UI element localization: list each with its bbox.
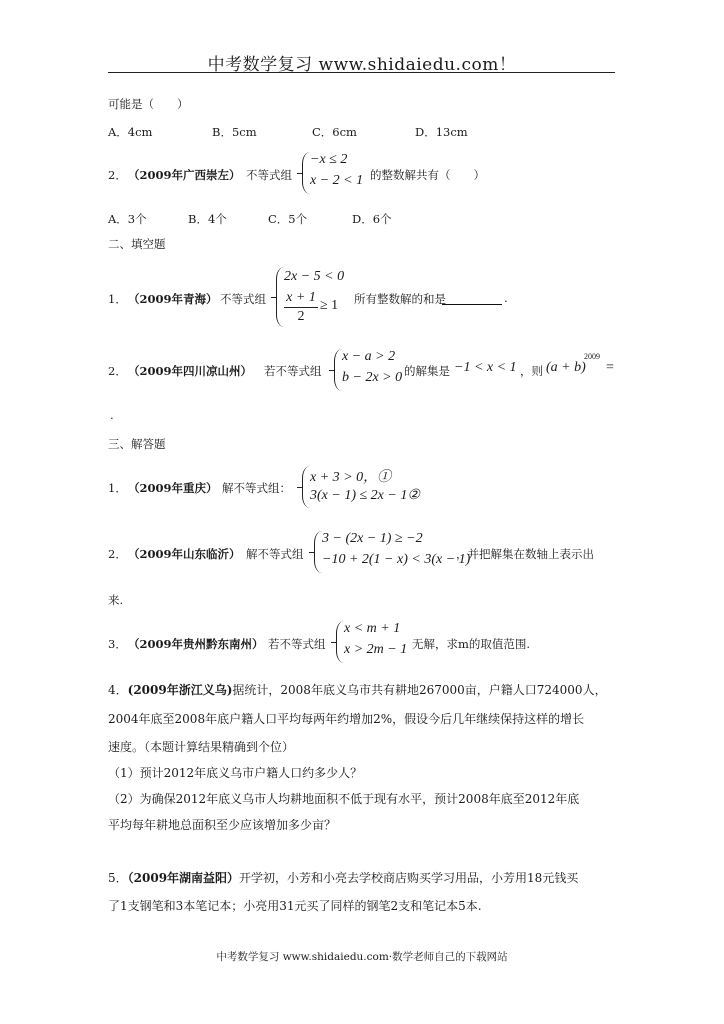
section-fill-title: 二、填空题 (108, 237, 166, 251)
brace (276, 267, 284, 327)
fraction-bar (284, 307, 318, 308)
fill2-prefix: 若不等式组 (264, 364, 322, 378)
ans5-line2: 了1支钢笔和3本笔记本；小亮用31元买了同样的钢笔2支和笔记本5本. (108, 899, 482, 913)
brace (336, 621, 344, 663)
ans3-suffix: 无解，求m的取值范围. (412, 637, 531, 651)
q2-number: 2． (108, 168, 127, 182)
q2-prefix: 不等式组 (246, 168, 292, 182)
brace (334, 349, 342, 391)
q2-option-c: C．5个 (268, 212, 308, 226)
fill1-end: . (504, 291, 508, 305)
ans4-sub2a: （2）为确保2012年底义乌市人均耕地面积不低于现有水平，预计2008年底至2012年底 (108, 792, 580, 806)
fill2-equals: = (606, 360, 614, 375)
fill2-system (334, 349, 404, 391)
brace (302, 152, 310, 194)
prev-question-tail: 可能是（ ） (108, 97, 189, 111)
ans4-number: 4． (108, 683, 128, 697)
page-footer: 中考数学复习 www.shidaiedu.com·数学老师自己的下载网站 (216, 951, 508, 963)
q2-system (302, 152, 362, 194)
q2-option-d: D．6个 (352, 212, 392, 226)
fill2-range: −1 < x < 1 (454, 360, 517, 375)
ans2-suffix: ，并把解集在数轴上表示出 (456, 547, 594, 561)
ans1-number: 1． (108, 481, 127, 495)
ans4-line1 (108, 681, 607, 698)
ans3-system (336, 621, 406, 663)
fill2-ineq1: x − a > 2 (342, 349, 396, 364)
fill1-prefix: 不等式组 (220, 292, 266, 306)
brace (314, 531, 322, 573)
fill1-system (276, 267, 346, 327)
brace (302, 466, 310, 508)
fill2-ineq2: b − 2x > 0 (342, 370, 403, 385)
prev-option-d: D．13cm (415, 125, 468, 139)
ans1-ineq1: x + 3 > 0，① (310, 470, 392, 485)
q2-ineq1: −x ≤ 2 (310, 152, 348, 167)
q2-option-a: A．3个 (108, 212, 147, 226)
ans2-number: 2． (108, 547, 127, 561)
section-answer-title: 三、解答题 (108, 437, 166, 451)
ans1-ineq2: 3(x − 1) ≤ 2x − 1② (310, 488, 420, 503)
page-header: 中考数学复习 www.shidaiedu.com！ (207, 55, 517, 75)
prev-option-b: B．5cm (212, 125, 257, 139)
ans1-prefix: 解不等式组： (222, 481, 291, 495)
fill2-suffix-a: 的解集是 (404, 364, 450, 378)
ans2-cont: 来. (108, 593, 124, 607)
fill1-frac-num: x + 1 (286, 290, 316, 305)
fill2-expr: (a + b) (546, 360, 586, 375)
q2-source: （2009年广西崇左） (128, 168, 241, 182)
q2-option-b: B．4个 (188, 212, 227, 226)
fill1-blank[interactable] (442, 291, 502, 305)
ans1-system (302, 466, 420, 508)
ans3-ineq2: x > 2m − 1 (344, 642, 408, 657)
ans2-ineq1: 3 − (2x − 1) ≥ −2 (322, 531, 423, 546)
ans1-source: （2009年重庆） (128, 481, 218, 495)
ans4-text1: 据统计，2008年底义乌市共有耕地267000亩，户籍人口724000人， (232, 683, 607, 697)
fill2-source: （2009年四川凉山州） (128, 364, 253, 378)
fill1-suffix: 所有整数解的和是 (354, 292, 446, 306)
ans3-prefix: 若不等式组 (268, 637, 326, 651)
ans2-source: （2009年山东临沂） (128, 547, 241, 561)
q2-suffix: 的整数解共有（ ） (370, 168, 485, 182)
ans3-number: 3． (108, 637, 127, 651)
ans2-ineq2: −10 + 2(1 − x) < 3(x − 1) (322, 552, 471, 567)
ans5-source: （2009年湖南益阳） (127, 871, 240, 885)
ans4-sub1: （1）预计2012年底义乌市户籍人口约多少人？ (108, 766, 363, 780)
header-rule (108, 72, 615, 73)
ans3-ineq1: x < m + 1 (344, 621, 401, 636)
ans5-text1: 开学初，小芳和小亮去学校商店购买学习用品，小芳用18元钱买 (239, 871, 579, 885)
q2-ineq2: x − 2 < 1 (310, 173, 364, 188)
ans2-system (314, 531, 471, 573)
fill2-number: 2． (108, 364, 127, 378)
fill1-frac-den: 2 (297, 309, 305, 324)
ans4-sub2b: 平均每年耕地总面积至少应该增加多少亩？ (108, 818, 337, 832)
fill1-ineq1: 2x − 5 < 0 (284, 269, 345, 284)
ans4-line2: 2004年底至2008年底户籍人口平均每两年约增加2%，假设今后几年继续保持这样的增长 (108, 712, 585, 726)
fill1-source: （2009年青海） (128, 292, 218, 306)
fill2-suffix-b: ，则 (520, 364, 543, 378)
fill2-dot: . (110, 408, 114, 422)
fill2-exponent: 2009 (584, 352, 600, 361)
ans5-line1 (108, 869, 578, 886)
prev-option-c: C．6cm (312, 125, 357, 139)
fill1-ineq2-rest: ≥ 1 (320, 298, 339, 313)
ans5-number: 5． (108, 871, 128, 885)
ans3-source: （2009年贵州黔东南州） (128, 637, 264, 651)
ans4-source: (2009年浙江义乌) (127, 683, 233, 697)
fill1-number: 1． (108, 292, 127, 306)
ans4-line3: 速度。（本题计算结果精确到个位） (108, 740, 295, 754)
ans2-prefix: 解不等式组 (246, 547, 304, 561)
prev-option-a: A．4cm (108, 125, 153, 139)
